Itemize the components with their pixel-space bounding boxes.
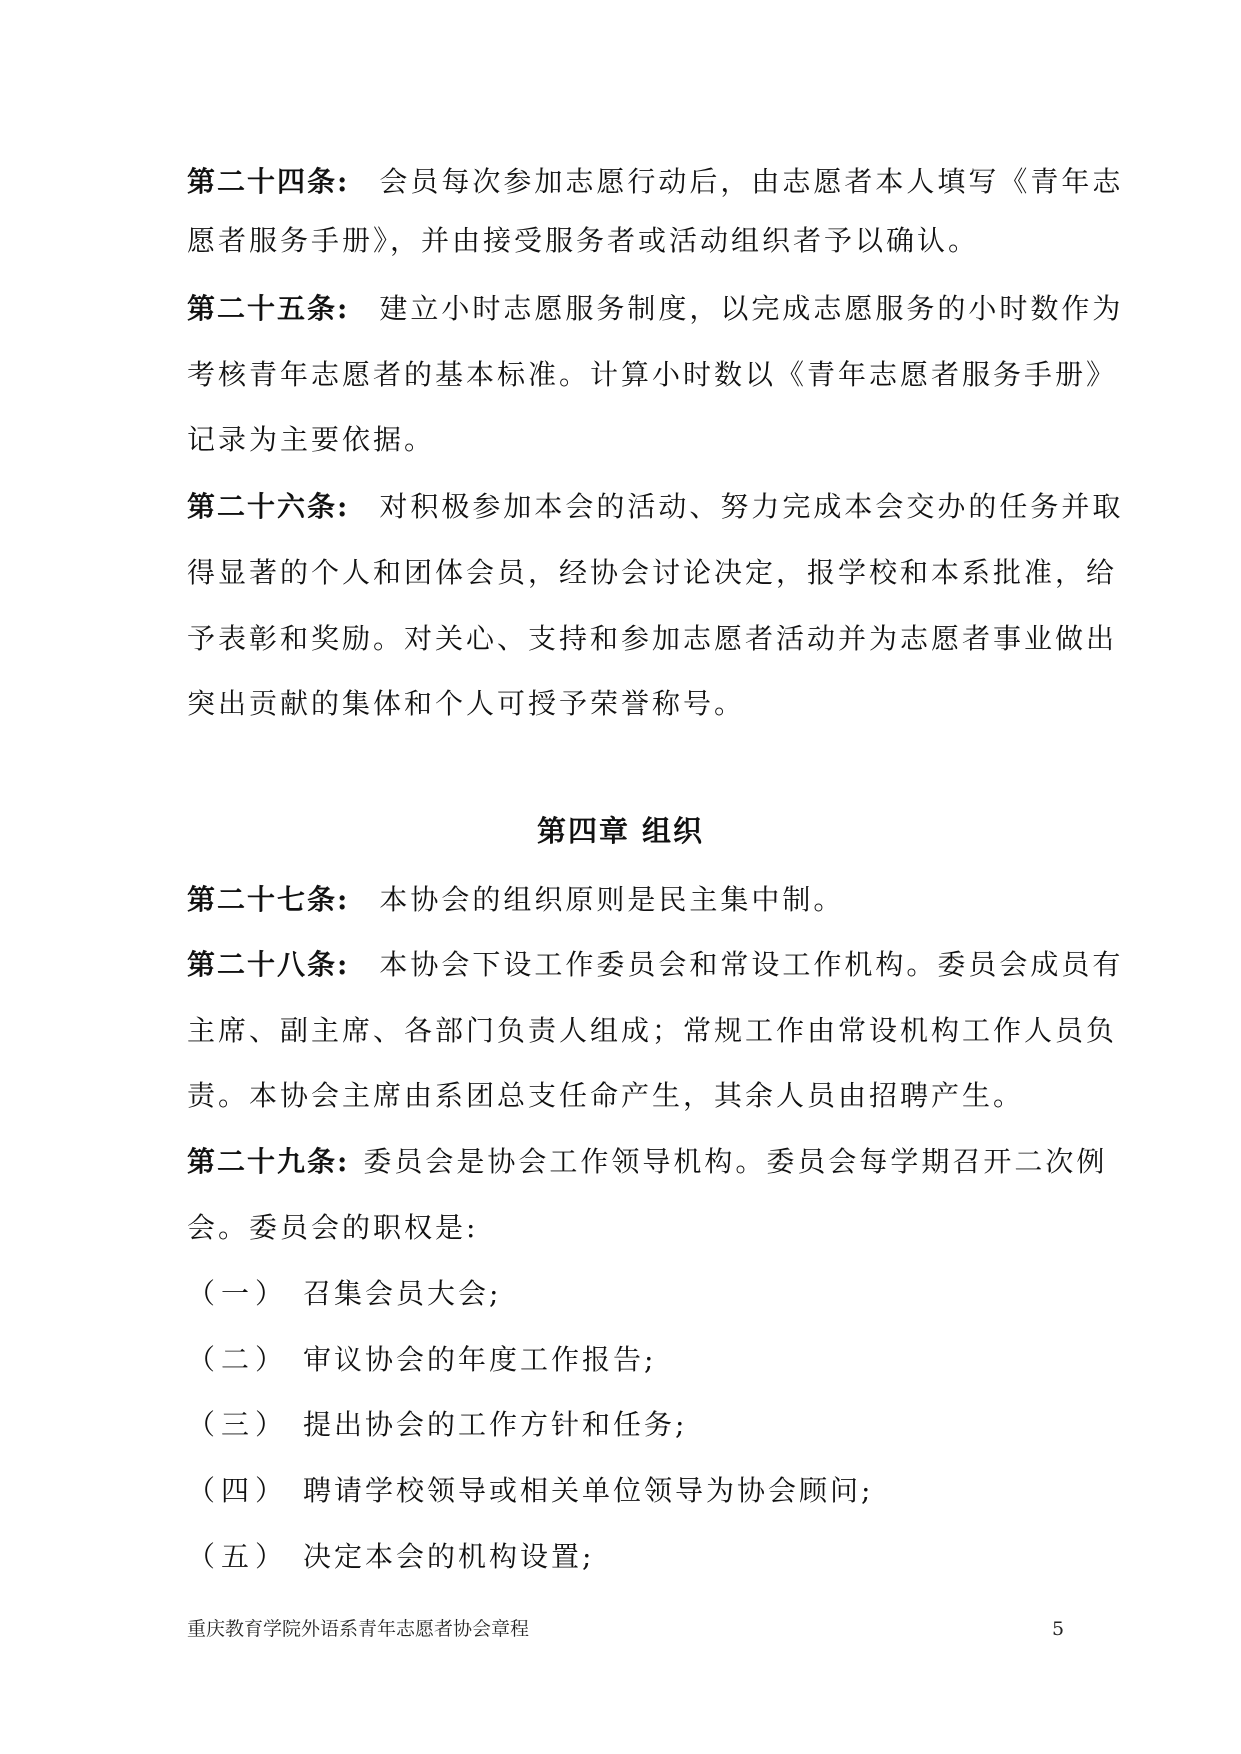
article-25-text-1: 建立小时志愿服务制度，以完成志愿服务的小时数作为 (379, 292, 1124, 325)
article-29-label: 第二十九条: (187, 1145, 350, 1178)
list-item-number: （四） (187, 1474, 290, 1507)
list-item (187, 1274, 1077, 1314)
list-item (187, 1340, 1077, 1380)
footer-title: 重庆教育学院外语系青年志愿者协会章程 (187, 1618, 530, 1640)
article-27-text-1: 本协会的组织原则是民主集中制。 (379, 883, 845, 916)
article-26-line-3: 予表彰和奖励。对关心、支持和参加志愿者活动并为志愿者事业做出 (187, 622, 1118, 655)
list-item-text: 提出协会的工作方针和任务; (303, 1408, 688, 1441)
article-27-label: 第二十七条: (187, 883, 350, 916)
article-26-text-1: 对积极参加本会的活动、努力完成本会交办的任务并取 (379, 490, 1124, 523)
list-item (187, 1471, 1077, 1511)
article-28-line-3: 责。本协会主席由系团总支任命产生，其余人员由招聘产生。 (187, 1079, 1025, 1112)
article-25-line-2: 考核青年志愿者的基本标准。计算小时数以《青年志愿者服务手册》 (187, 358, 1118, 391)
article-28-line-2: 主席、副主席、各部门负责人组成；常规工作由常设机构工作人员负 (187, 1014, 1118, 1047)
article-24-line-2: 愿者服务手册》，并由接受服务者或活动组织者予以确认。 (187, 224, 980, 257)
article-27-line-1 (187, 880, 1077, 920)
list-item-number: （三） (187, 1408, 290, 1441)
article-26-line-4: 突出贡献的集体和个人可授予荣誉称号。 (187, 687, 746, 720)
list-item-number: （一） (187, 1277, 290, 1310)
article-24-label: 第二十四条: (187, 165, 350, 198)
list-item-number: （二） (187, 1343, 290, 1376)
article-25-label: 第二十五条: (187, 292, 350, 325)
article-24-text-1: 会员每次参加志愿行动后，由志愿者本人填写《青年志 (379, 165, 1124, 198)
article-28-label: 第二十八条: (187, 948, 350, 981)
list-item-text: 审议协会的年度工作报告; (303, 1343, 657, 1376)
list-item (187, 1537, 1077, 1577)
chapter-title: 第四章 组织 (536, 814, 705, 848)
article-26-line-2: 得显著的个人和团体会员，经协会讨论决定，报学校和本系批准，给 (187, 556, 1118, 589)
article-26-label: 第二十六条: (187, 490, 350, 523)
list-item-text: 召集会员大会; (303, 1277, 502, 1310)
article-29-text-1: 委员会是协会工作领导机构。委员会每学期召开二次例 (363, 1145, 1108, 1178)
article-24-line-1 (187, 162, 1124, 202)
article-25-line-3: 记录为主要依据。 (187, 423, 436, 456)
list-item-number: （五） (187, 1540, 290, 1573)
list-item-text: 决定本会的机构设置; (303, 1540, 595, 1573)
article-26-line-1 (187, 487, 1124, 527)
article-29-line-1 (187, 1142, 1108, 1182)
article-28-line-1 (187, 945, 1124, 985)
page-number: 5 (1052, 1618, 1065, 1640)
article-28-text-1: 本协会下设工作委员会和常设工作机构。委员会成员有 (379, 948, 1124, 981)
list-item-text: 聘请学校领导或相关单位领导为协会顾问; (303, 1474, 874, 1507)
article-25-line-1 (187, 289, 1124, 329)
article-29-line-2: 会。委员会的职权是: (187, 1211, 479, 1244)
list-item (187, 1405, 1077, 1445)
